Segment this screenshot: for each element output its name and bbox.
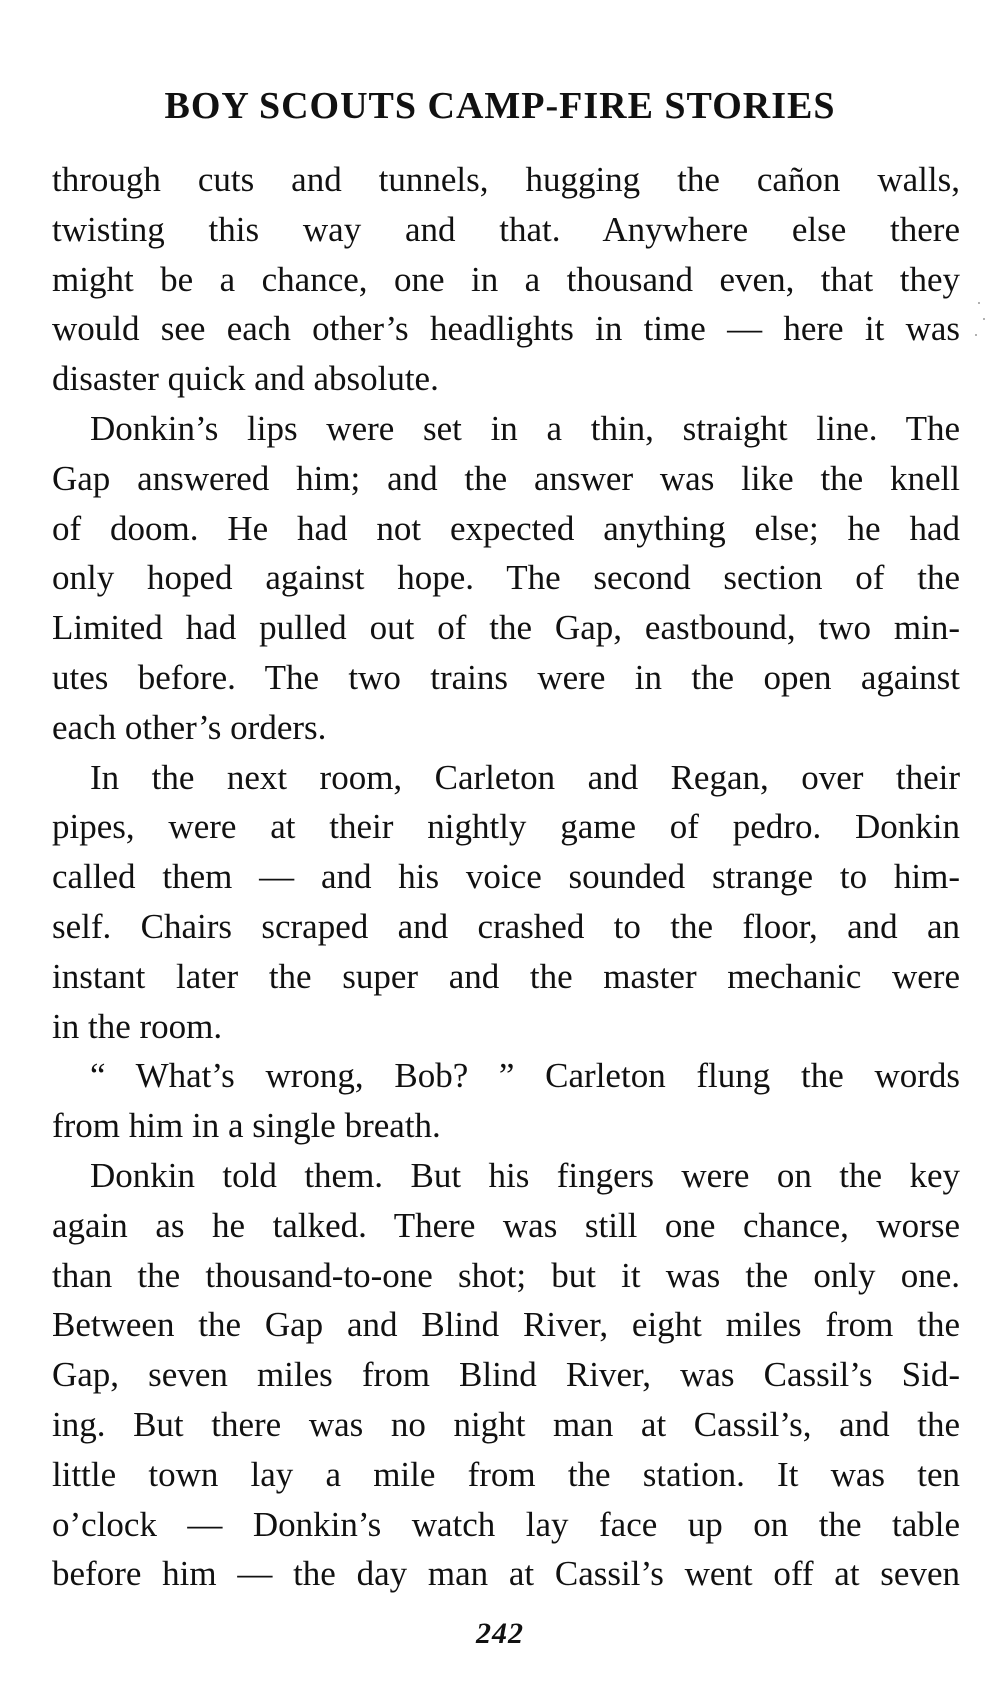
text-line: of doom. He had not expected anything else; he had xyxy=(52,508,960,548)
text-line: Gap answered him; and the answer was like the knell xyxy=(52,458,960,498)
text-line: through cuts and tunnels, hugging the cañon walls, xyxy=(52,160,960,199)
paragraph-5 xyxy=(52,1151,960,1599)
running-head: BOY SCOUTS CAMP-FIRE STORIES xyxy=(164,85,836,127)
text-line: before him — the day man at Cassil’s went off at seven xyxy=(52,1554,960,1594)
paper-speck xyxy=(978,302,980,304)
paper-speck xyxy=(983,318,985,320)
text-line: Limited had pulled out of the Gap, eastbound, two min- xyxy=(52,608,960,648)
text-line: twisting this way and that. Anywhere else there xyxy=(52,209,960,249)
text-line: Gap, seven miles from Blind River, was Cassil’s Sid- xyxy=(52,1355,960,1395)
body-text xyxy=(52,155,960,1599)
text-line: might be a chance, one in a thousand even, that they xyxy=(52,259,960,299)
text-line: pipes, were at their nightly game of pedro. Donkin xyxy=(52,807,960,847)
text-line: Donkin’s lips were set in a thin, straight line. The xyxy=(90,408,960,448)
text-line: Donkin told them. But his fingers were on the key xyxy=(90,1155,960,1195)
text-line: little town lay a mile from the station. It was ten xyxy=(52,1454,960,1494)
page-number: 242 xyxy=(476,1617,524,1650)
text-line: ing. But there was no night man at Cassil’s, and the xyxy=(52,1404,960,1444)
text-line: from him in a single breath. xyxy=(52,1106,441,1146)
text-line: than the thousand-to-one shot; but it was the only one. xyxy=(52,1255,960,1295)
paragraph-1 xyxy=(52,155,960,404)
paragraph-2 xyxy=(52,404,960,753)
text-line: o’clock — Donkin’s watch lay face up on the table xyxy=(52,1504,960,1544)
text-line: In the next room, Carleton and Regan, over their xyxy=(90,757,960,797)
text-line: Between the Gap and Blind River, eight miles from the xyxy=(52,1305,960,1345)
text-line: only hoped against hope. The second section of the xyxy=(52,558,960,598)
text-line: called them — and his voice sounded strange to him- xyxy=(52,857,960,897)
text-line: again as he talked. There was still one chance, worse xyxy=(52,1205,960,1245)
text-line: utes before. The two trains were in the open against xyxy=(52,657,960,697)
text-line: self. Chairs scraped and crashed to the floor, and an xyxy=(52,906,960,946)
paragraph-4 xyxy=(52,1051,960,1151)
text-line: would see each other’s headlights in time — here it was xyxy=(52,309,960,349)
text-line: “ What’s wrong, Bob? ” Carleton flung the words xyxy=(90,1056,960,1096)
paper-speck xyxy=(975,334,977,336)
text-line: instant later the super and the master mechanic were xyxy=(52,956,960,996)
text-line: each other’s orders. xyxy=(52,707,327,747)
paragraph-3 xyxy=(52,753,960,1052)
text-line: in the room. xyxy=(52,1006,223,1046)
text-line: disaster quick and absolute. xyxy=(52,359,439,399)
